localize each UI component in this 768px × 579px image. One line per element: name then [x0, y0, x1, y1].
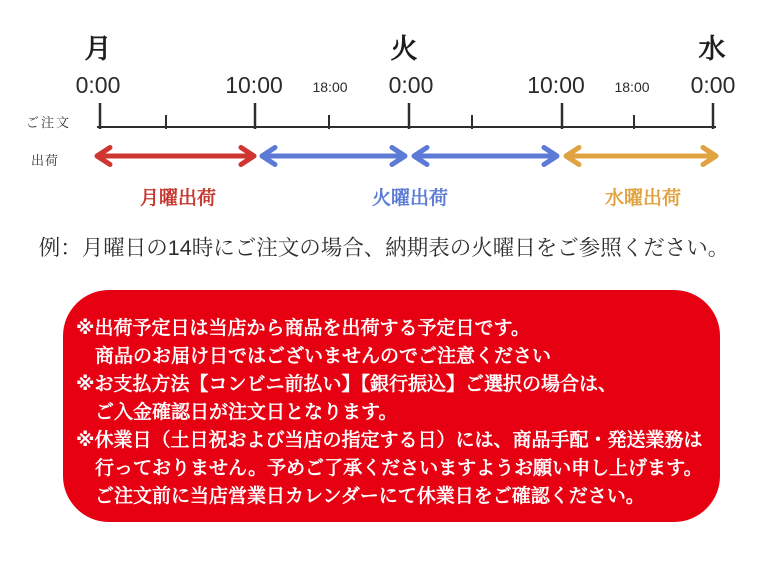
monday-shipping-label: 月曜出荷 [139, 188, 217, 209]
time-label-0000-tue: 0:00 [388, 72, 434, 98]
notice-line: 行っておりません。予めご了承くださいますようお願い申し上げます。 [76, 458, 703, 479]
time-label-1800-mon: 18:00 [312, 79, 348, 95]
notice-line: ご注文前に当店営業日カレンダーにて休業日をご確認ください。 [76, 486, 645, 507]
notice-line: ※休業日（土日祝および当店の指定する日）には、商品手配・発送業務は [76, 430, 703, 451]
notice-box [63, 290, 720, 522]
time-label-1800-tue: 18:00 [614, 79, 650, 95]
time-label-1000-tue: 10:00 [527, 72, 585, 98]
tuesday-shipping-arrow-1 [262, 148, 405, 165]
notice-line: ご入金確認日が注文日となります。 [76, 402, 398, 423]
day-label-monday: 月 [84, 34, 112, 64]
notice-line: 商品のお届け日ではございませんのでご注意ください [76, 346, 552, 367]
day-label-tuesday: 火 [390, 34, 418, 64]
notice-line: ※お支払方法【コンビニ前払い】【銀行振込】ご選択の場合は、 [76, 374, 617, 395]
tuesday-shipping-label: 火曜出荷 [371, 188, 449, 209]
ship-row-label: 出荷 [31, 153, 60, 168]
day-label-wednesday: 水 [698, 34, 726, 64]
notice-line: ※出荷予定日は当店から商品を出荷する予定日です。 [76, 318, 530, 339]
wednesday-shipping-arrow [566, 148, 716, 165]
order-axis [97, 103, 716, 129]
order-row-label: ご注文 [26, 115, 72, 130]
monday-shipping-arrow [97, 148, 254, 165]
example-sentence: 例：月曜日の14時にご注文の場合、納期表の火曜日をご参照ください。 [38, 236, 730, 260]
shipping-timeline-diagram [0, 0, 768, 230]
tuesday-shipping-arrow-2 [414, 148, 557, 165]
time-label-1000-mon: 10:00 [225, 72, 283, 98]
time-label-0000-mon: 0:00 [75, 72, 121, 98]
time-label-0000-wed: 0:00 [690, 72, 736, 98]
wednesday-shipping-label: 水曜出荷 [604, 188, 682, 209]
